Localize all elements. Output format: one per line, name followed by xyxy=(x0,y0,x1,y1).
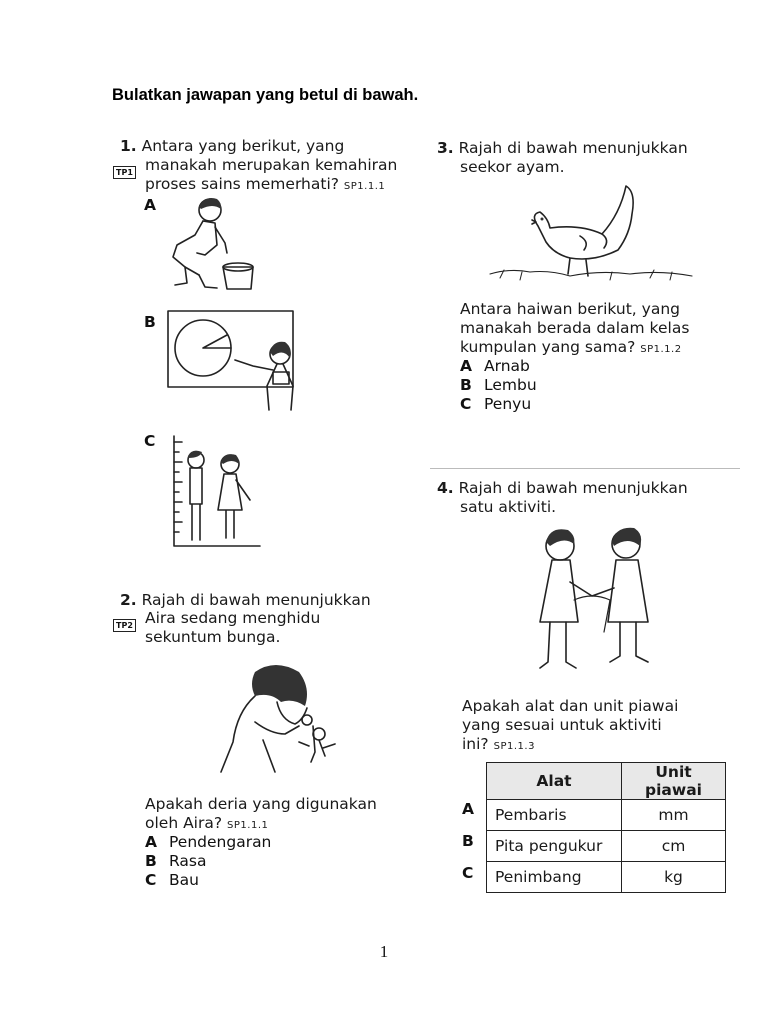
question-3-prompt-line1: Antara haiwan berikut, yang xyxy=(460,300,680,318)
q1-option-a-label[interactable]: A xyxy=(144,196,156,214)
table-cell-unit: cm xyxy=(622,831,726,862)
question-2-line1: Rajah di bawah menunjukkan xyxy=(141,591,371,609)
table-header-unit: Unit piawai xyxy=(622,763,726,800)
question-1-line1: Antara yang berikut, yang xyxy=(141,137,345,155)
q3-option-c[interactable]: C Penyu xyxy=(460,395,532,413)
table-cell-unit: kg xyxy=(622,862,726,893)
question-4-code: SP1.1.3 xyxy=(493,741,535,752)
q3-hen-image xyxy=(470,178,700,290)
tp-badge-q2: TP2 xyxy=(113,619,136,632)
q1-option-b-label[interactable]: B xyxy=(144,313,156,331)
question-4-line2: satu aktiviti. xyxy=(460,498,557,516)
q2-option-a[interactable]: A Pendengaran xyxy=(145,833,272,851)
question-2-prompt-line2: oleh Aira? xyxy=(145,814,223,832)
question-4-prompt-line1: Apakah alat dan unit piawai xyxy=(462,697,679,715)
section-divider xyxy=(430,468,740,469)
table-row[interactable] xyxy=(487,800,726,831)
question-1-line3: proses sains memerhati? xyxy=(145,175,339,193)
q2-girl-smelling-flower-image xyxy=(215,662,345,777)
question-4-prompt-line2: yang sesuai untuk aktiviti xyxy=(462,716,662,734)
question-3-prompt-line2: manakah berada dalam kelas xyxy=(460,319,690,337)
table-cell-tool: Pita pengukur xyxy=(487,831,622,862)
question-4-number: 4. xyxy=(437,479,454,497)
table-header-tool: Alat xyxy=(487,763,622,800)
table-row[interactable] xyxy=(487,862,726,893)
q4-option-a-label[interactable]: A xyxy=(462,800,474,818)
question-3-line1: Rajah di bawah menunjukkan xyxy=(458,139,688,157)
question-1-code: SP1.1.1 xyxy=(343,181,386,192)
q1-option-a-boy-observing-image xyxy=(165,195,265,295)
question-3-code: SP1.1.2 xyxy=(640,344,682,355)
table-cell-unit: mm xyxy=(622,800,726,831)
question-2-line2: Aira sedang menghidu xyxy=(145,609,321,627)
question-1-stem xyxy=(120,137,344,156)
instruction-heading: Bulatkan jawapan yang betul di bawah. xyxy=(112,86,419,104)
question-2-prompt-line1: Apakah deria yang digunakan xyxy=(145,795,377,813)
table-cell-tool: Penimbang xyxy=(487,862,622,893)
q3-option-a[interactable]: A Arnab xyxy=(460,357,530,375)
q3-option-b[interactable]: B Lembu xyxy=(460,376,537,394)
question-2-number: 2. xyxy=(120,591,137,609)
q4-option-c-label[interactable]: C xyxy=(462,864,474,882)
question-3-prompt-line3: kumpulan yang sama? xyxy=(460,338,636,356)
question-4-line1: Rajah di bawah menunjukkan xyxy=(458,479,688,497)
question-3-line2: seekor ayam. xyxy=(460,158,565,176)
question-1-number: 1. xyxy=(120,137,137,155)
q1-option-c-label[interactable]: C xyxy=(144,432,156,450)
question-2-code: SP1.1.1 xyxy=(227,820,269,831)
q1-option-b-pie-chart-board-image xyxy=(165,308,300,416)
q4-answer-table xyxy=(486,762,726,893)
question-1-line2: manakah merupakan kemahiran xyxy=(145,156,398,174)
question-2-line3: sekuntum bunga. xyxy=(145,628,281,646)
table-cell-tool: Pembaris xyxy=(487,800,622,831)
table-row[interactable] xyxy=(487,831,726,862)
question-4-prompt-line3: ini? xyxy=(462,735,489,753)
tp-badge-q1: TP1 xyxy=(113,166,136,179)
q1-option-c-height-measure-image xyxy=(170,432,260,550)
q2-option-b[interactable]: B Rasa xyxy=(145,852,207,870)
q2-option-c[interactable]: C Bau xyxy=(145,871,199,889)
page-number: 1 xyxy=(379,942,389,961)
question-3-number: 3. xyxy=(437,139,454,157)
q4-girls-measuring-image xyxy=(530,522,660,682)
q4-option-b-label[interactable]: B xyxy=(462,832,474,850)
